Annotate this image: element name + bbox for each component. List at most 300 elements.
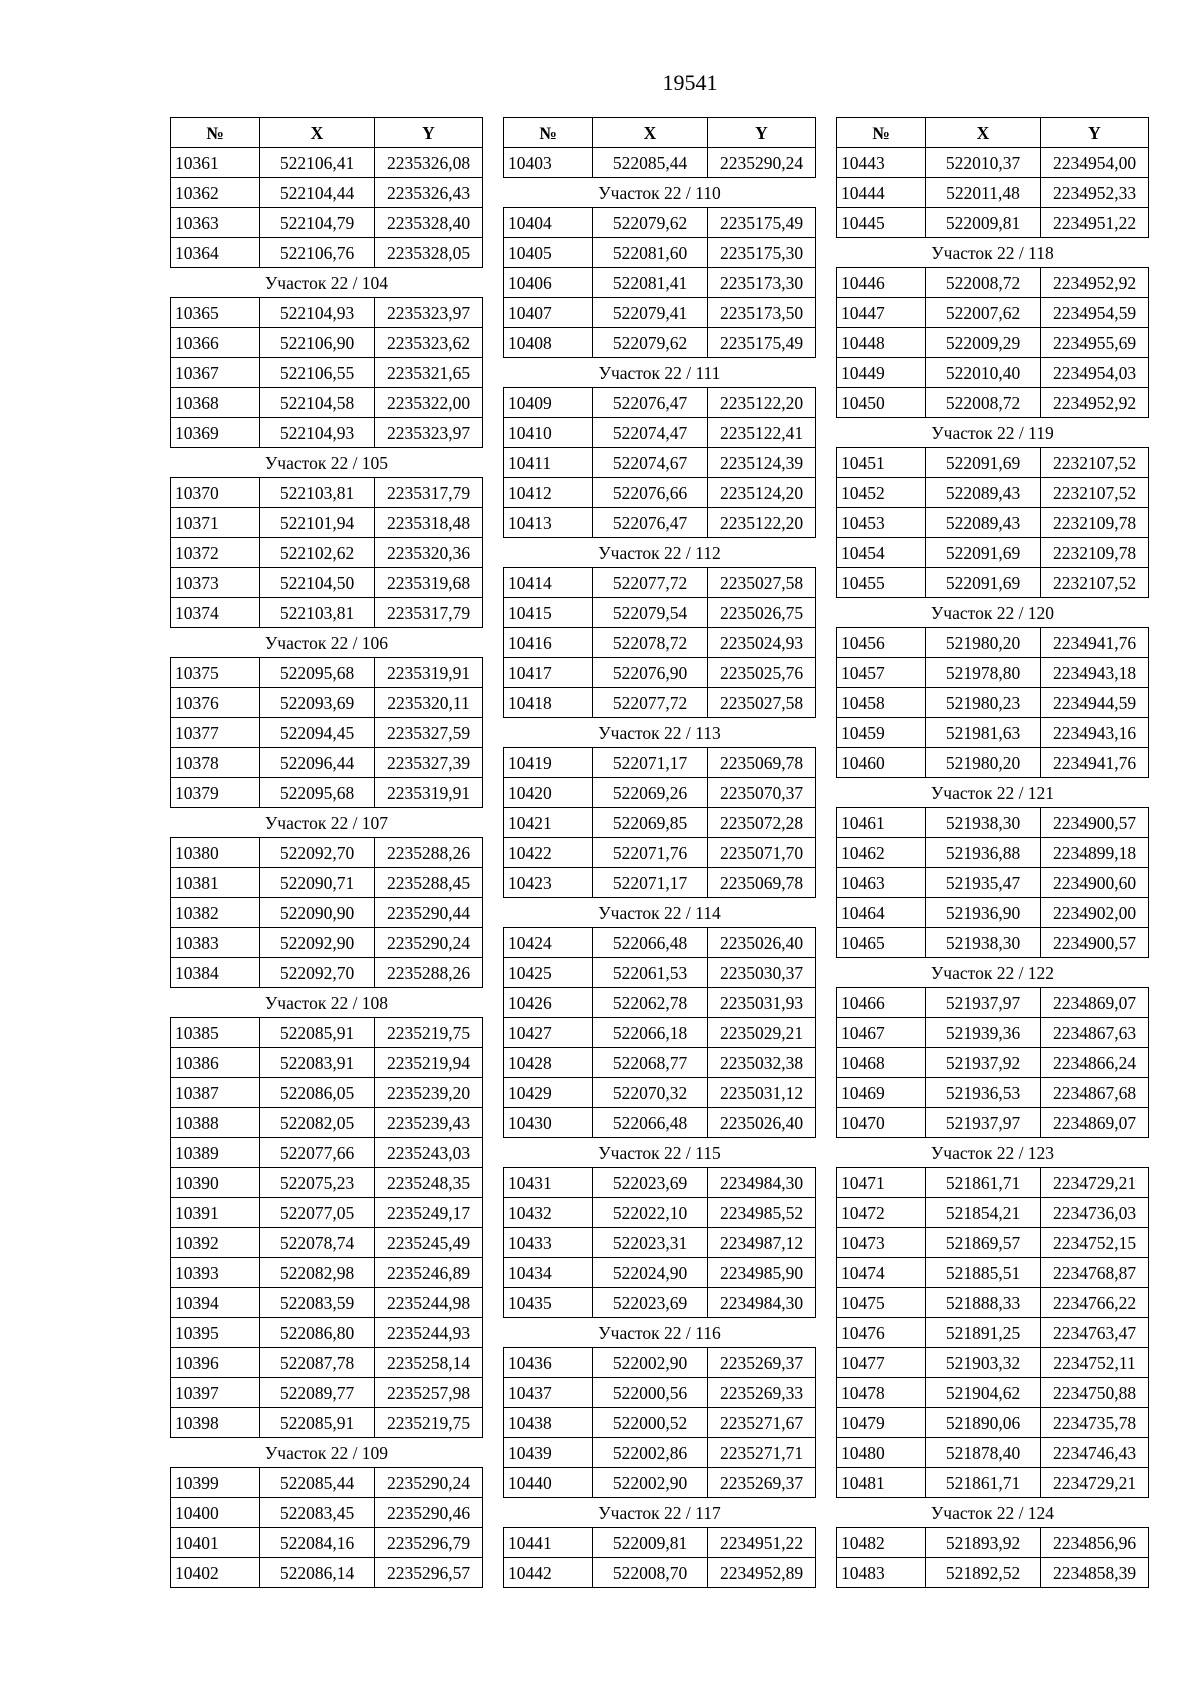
point-number-cell: 10362 bbox=[171, 178, 260, 208]
column-header-y: Y bbox=[375, 118, 483, 148]
point-number-cell: 10390 bbox=[171, 1168, 260, 1198]
point-number-cell: 10437 bbox=[504, 1378, 593, 1408]
x-coordinate-cell: 521885,51 bbox=[926, 1258, 1041, 1288]
section-row bbox=[504, 178, 816, 208]
point-number-cell: 10406 bbox=[504, 268, 593, 298]
point-number-cell: 10464 bbox=[837, 898, 926, 928]
column-header-x: X bbox=[926, 118, 1041, 148]
table-row bbox=[504, 268, 816, 298]
table-row bbox=[171, 658, 483, 688]
x-coordinate-cell: 522077,66 bbox=[260, 1138, 375, 1168]
section-heading: Участок 22 / 106 bbox=[264, 632, 389, 653]
y-coordinate-cell: 2235290,24 bbox=[708, 148, 816, 178]
table-row bbox=[504, 148, 816, 178]
section-heading: Участок 22 / 113 bbox=[598, 722, 721, 743]
point-number-cell: 10374 bbox=[171, 598, 260, 628]
y-coordinate-cell: 2235290,24 bbox=[375, 928, 483, 958]
table-row bbox=[504, 238, 816, 268]
x-coordinate-cell: 522082,98 bbox=[260, 1258, 375, 1288]
y-coordinate-cell: 2235175,49 bbox=[708, 328, 816, 358]
table-row bbox=[837, 838, 1149, 868]
point-number-cell: 10454 bbox=[837, 538, 926, 568]
x-coordinate-cell: 522078,72 bbox=[593, 628, 708, 658]
point-number-cell: 10384 bbox=[171, 958, 260, 988]
y-coordinate-cell: 2234858,39 bbox=[1041, 1558, 1149, 1588]
y-coordinate-cell: 2235257,98 bbox=[375, 1378, 483, 1408]
x-coordinate-cell: 522081,60 bbox=[593, 238, 708, 268]
x-coordinate-cell: 522023,69 bbox=[593, 1168, 708, 1198]
y-coordinate-cell: 2235271,67 bbox=[708, 1408, 816, 1438]
point-number-cell: 10369 bbox=[171, 418, 260, 448]
section-heading: Участок 22 / 109 bbox=[264, 1442, 389, 1463]
table-row bbox=[171, 508, 483, 538]
table-row bbox=[504, 1108, 816, 1138]
x-coordinate-cell: 521861,71 bbox=[926, 1468, 1041, 1498]
point-number-cell: 10373 bbox=[171, 568, 260, 598]
point-number-cell: 10428 bbox=[504, 1048, 593, 1078]
table-row bbox=[504, 748, 816, 778]
y-coordinate-cell: 2235246,89 bbox=[375, 1258, 483, 1288]
x-coordinate-cell: 522074,47 bbox=[593, 418, 708, 448]
table-row bbox=[171, 718, 483, 748]
table-row bbox=[504, 778, 816, 808]
point-number-cell: 10478 bbox=[837, 1378, 926, 1408]
y-coordinate-cell: 2232107,52 bbox=[1041, 568, 1149, 598]
column-header-x: X bbox=[593, 118, 708, 148]
x-coordinate-cell: 522079,62 bbox=[593, 208, 708, 238]
y-coordinate-cell: 2235327,59 bbox=[375, 718, 483, 748]
table-row bbox=[837, 1018, 1149, 1048]
y-coordinate-cell: 2235243,03 bbox=[375, 1138, 483, 1168]
x-coordinate-cell: 522102,62 bbox=[260, 538, 375, 568]
y-coordinate-cell: 2234752,15 bbox=[1041, 1228, 1149, 1258]
point-number-cell: 10463 bbox=[837, 868, 926, 898]
x-coordinate-cell: 522095,68 bbox=[260, 778, 375, 808]
table-row bbox=[171, 1288, 483, 1318]
point-number-cell: 10380 bbox=[171, 838, 260, 868]
x-coordinate-cell: 522023,31 bbox=[593, 1228, 708, 1258]
point-number-cell: 10378 bbox=[171, 748, 260, 778]
y-coordinate-cell: 2234941,76 bbox=[1041, 628, 1149, 658]
table-row bbox=[837, 1468, 1149, 1498]
y-coordinate-cell: 2235027,58 bbox=[708, 688, 816, 718]
y-coordinate-cell: 2235244,93 bbox=[375, 1318, 483, 1348]
point-number-cell: 10412 bbox=[504, 478, 593, 508]
point-number-cell: 10445 bbox=[837, 208, 926, 238]
section-heading: Участок 22 / 108 bbox=[264, 992, 389, 1013]
table-row bbox=[837, 688, 1149, 718]
x-coordinate-cell: 522071,76 bbox=[593, 838, 708, 868]
y-coordinate-cell: 2234900,57 bbox=[1041, 928, 1149, 958]
y-coordinate-cell: 2234943,16 bbox=[1041, 718, 1149, 748]
section-heading: Участок 22 / 116 bbox=[598, 1322, 721, 1343]
y-coordinate-cell: 2235122,20 bbox=[708, 388, 816, 418]
point-number-cell: 10465 bbox=[837, 928, 926, 958]
y-coordinate-cell: 2234951,22 bbox=[1041, 208, 1149, 238]
table-row bbox=[171, 148, 483, 178]
point-number-cell: 10392 bbox=[171, 1228, 260, 1258]
x-coordinate-cell: 521937,97 bbox=[926, 988, 1041, 1018]
point-number-cell: 10377 bbox=[171, 718, 260, 748]
section-heading: Участок 22 / 123 bbox=[930, 1142, 1055, 1163]
y-coordinate-cell: 2235269,37 bbox=[708, 1468, 816, 1498]
x-coordinate-cell: 522002,86 bbox=[593, 1438, 708, 1468]
table-row bbox=[837, 718, 1149, 748]
y-coordinate-cell: 2235219,94 bbox=[375, 1048, 483, 1078]
table-row bbox=[504, 1168, 816, 1198]
table-row bbox=[504, 838, 816, 868]
table-row bbox=[171, 778, 483, 808]
x-coordinate-cell: 522092,70 bbox=[260, 958, 375, 988]
section-row bbox=[171, 448, 483, 478]
table-row bbox=[504, 958, 816, 988]
table-row bbox=[837, 448, 1149, 478]
x-coordinate-cell: 522023,69 bbox=[593, 1288, 708, 1318]
y-coordinate-cell: 2235317,79 bbox=[375, 478, 483, 508]
table-row bbox=[504, 868, 816, 898]
section-heading: Участок 22 / 124 bbox=[930, 1502, 1055, 1523]
section-row bbox=[171, 628, 483, 658]
y-coordinate-cell: 2235124,39 bbox=[708, 448, 816, 478]
point-number-cell: 10441 bbox=[504, 1528, 593, 1558]
table-row bbox=[171, 418, 483, 448]
point-number-cell: 10402 bbox=[171, 1558, 260, 1588]
point-number-cell: 10452 bbox=[837, 478, 926, 508]
point-number-cell: 10418 bbox=[504, 688, 593, 718]
table-row bbox=[171, 538, 483, 568]
y-coordinate-cell: 2235290,24 bbox=[375, 1468, 483, 1498]
point-number-cell: 10409 bbox=[504, 388, 593, 418]
y-coordinate-cell: 2234867,63 bbox=[1041, 1018, 1149, 1048]
table-row bbox=[171, 1528, 483, 1558]
x-coordinate-cell: 522104,93 bbox=[260, 298, 375, 328]
y-coordinate-cell: 2234899,18 bbox=[1041, 838, 1149, 868]
point-number-cell: 10391 bbox=[171, 1198, 260, 1228]
table-row bbox=[171, 208, 483, 238]
x-coordinate-cell: 522101,94 bbox=[260, 508, 375, 538]
y-coordinate-cell: 2234952,92 bbox=[1041, 268, 1149, 298]
point-number-cell: 10433 bbox=[504, 1228, 593, 1258]
x-coordinate-cell: 521869,57 bbox=[926, 1228, 1041, 1258]
x-coordinate-cell: 522104,93 bbox=[260, 418, 375, 448]
y-coordinate-cell: 2235269,37 bbox=[708, 1348, 816, 1378]
y-coordinate-cell: 2234984,30 bbox=[708, 1168, 816, 1198]
table-row bbox=[504, 1408, 816, 1438]
column-header-x: X bbox=[260, 118, 375, 148]
table-row bbox=[504, 1228, 816, 1258]
point-number-cell: 10401 bbox=[171, 1528, 260, 1558]
point-number-cell: 10388 bbox=[171, 1108, 260, 1138]
page-number: 19541 bbox=[662, 70, 718, 95]
table-row bbox=[504, 688, 816, 718]
table-header-row bbox=[504, 118, 816, 148]
point-number-cell: 10404 bbox=[504, 208, 593, 238]
y-coordinate-cell: 2235031,93 bbox=[708, 988, 816, 1018]
table-row bbox=[171, 178, 483, 208]
y-coordinate-cell: 2234941,76 bbox=[1041, 748, 1149, 778]
table-row bbox=[837, 1048, 1149, 1078]
y-coordinate-cell: 2234951,22 bbox=[708, 1528, 816, 1558]
point-number-cell: 10394 bbox=[171, 1288, 260, 1318]
section-row bbox=[504, 1498, 816, 1528]
point-number-cell: 10379 bbox=[171, 778, 260, 808]
table-row bbox=[171, 1228, 483, 1258]
y-coordinate-cell: 2235122,41 bbox=[708, 418, 816, 448]
x-coordinate-cell: 521938,30 bbox=[926, 808, 1041, 838]
x-coordinate-cell: 522009,81 bbox=[926, 208, 1041, 238]
x-coordinate-cell: 522061,53 bbox=[593, 958, 708, 988]
x-coordinate-cell: 521936,88 bbox=[926, 838, 1041, 868]
table-row bbox=[837, 1078, 1149, 1108]
y-coordinate-cell: 2234750,88 bbox=[1041, 1378, 1149, 1408]
table-row bbox=[171, 568, 483, 598]
x-coordinate-cell: 522066,48 bbox=[593, 928, 708, 958]
x-coordinate-cell: 521904,62 bbox=[926, 1378, 1041, 1408]
x-coordinate-cell: 521937,92 bbox=[926, 1048, 1041, 1078]
section-heading: Участок 22 / 117 bbox=[598, 1502, 721, 1523]
x-coordinate-cell: 522089,43 bbox=[926, 478, 1041, 508]
y-coordinate-cell: 2235328,40 bbox=[375, 208, 483, 238]
y-coordinate-cell: 2234955,69 bbox=[1041, 328, 1149, 358]
table-row bbox=[171, 238, 483, 268]
y-coordinate-cell: 2235288,26 bbox=[375, 838, 483, 868]
x-coordinate-cell: 522074,67 bbox=[593, 448, 708, 478]
y-coordinate-cell: 2235239,20 bbox=[375, 1078, 483, 1108]
y-coordinate-cell: 2235318,48 bbox=[375, 508, 483, 538]
column-header-number: № bbox=[171, 118, 260, 148]
point-number-cell: 10426 bbox=[504, 988, 593, 1018]
x-coordinate-cell: 522077,72 bbox=[593, 568, 708, 598]
point-number-cell: 10411 bbox=[504, 448, 593, 478]
y-coordinate-cell: 2234954,59 bbox=[1041, 298, 1149, 328]
x-coordinate-cell: 521861,71 bbox=[926, 1168, 1041, 1198]
section-heading: Участок 22 / 107 bbox=[264, 812, 389, 833]
table-header-row bbox=[837, 118, 1149, 148]
y-coordinate-cell: 2234729,21 bbox=[1041, 1168, 1149, 1198]
y-coordinate-cell: 2235319,91 bbox=[375, 778, 483, 808]
y-coordinate-cell: 2235317,79 bbox=[375, 598, 483, 628]
x-coordinate-cell: 522077,72 bbox=[593, 688, 708, 718]
x-coordinate-cell: 522010,37 bbox=[926, 148, 1041, 178]
point-number-cell: 10430 bbox=[504, 1108, 593, 1138]
point-number-cell: 10470 bbox=[837, 1108, 926, 1138]
table-row bbox=[171, 1048, 483, 1078]
table-row bbox=[837, 628, 1149, 658]
point-number-cell: 10400 bbox=[171, 1498, 260, 1528]
point-number-cell: 10415 bbox=[504, 598, 593, 628]
table-row bbox=[504, 1348, 816, 1378]
y-coordinate-cell: 2235258,14 bbox=[375, 1348, 483, 1378]
y-coordinate-cell: 2235070,37 bbox=[708, 778, 816, 808]
y-coordinate-cell: 2235071,70 bbox=[708, 838, 816, 868]
point-number-cell: 10427 bbox=[504, 1018, 593, 1048]
y-coordinate-cell: 2235321,65 bbox=[375, 358, 483, 388]
y-coordinate-cell: 2235269,33 bbox=[708, 1378, 816, 1408]
section-row bbox=[504, 718, 816, 748]
section-row bbox=[504, 1318, 816, 1348]
point-number-cell: 10363 bbox=[171, 208, 260, 238]
table-row bbox=[837, 1528, 1149, 1558]
coordinate-tables bbox=[170, 117, 1150, 1637]
section-row bbox=[837, 958, 1149, 988]
x-coordinate-cell: 522022,10 bbox=[593, 1198, 708, 1228]
y-coordinate-cell: 2235288,26 bbox=[375, 958, 483, 988]
section-heading: Участок 22 / 120 bbox=[930, 602, 1055, 623]
point-number-cell: 10436 bbox=[504, 1348, 593, 1378]
table-row bbox=[171, 868, 483, 898]
x-coordinate-cell: 522090,71 bbox=[260, 868, 375, 898]
point-number-cell: 10446 bbox=[837, 268, 926, 298]
y-coordinate-cell: 2235323,97 bbox=[375, 418, 483, 448]
section-heading: Участок 22 / 119 bbox=[931, 422, 1054, 443]
y-coordinate-cell: 2235026,40 bbox=[708, 928, 816, 958]
x-coordinate-cell: 522094,45 bbox=[260, 718, 375, 748]
point-number-cell: 10469 bbox=[837, 1078, 926, 1108]
table-row bbox=[837, 1258, 1149, 1288]
table-row bbox=[837, 808, 1149, 838]
table-row bbox=[837, 1168, 1149, 1198]
table-row bbox=[504, 388, 816, 418]
x-coordinate-cell: 522093,69 bbox=[260, 688, 375, 718]
table-row bbox=[837, 538, 1149, 568]
section-row bbox=[837, 238, 1149, 268]
point-number-cell: 10435 bbox=[504, 1288, 593, 1318]
table-row bbox=[837, 988, 1149, 1018]
x-coordinate-cell: 522090,90 bbox=[260, 898, 375, 928]
point-number-cell: 10367 bbox=[171, 358, 260, 388]
section-row bbox=[504, 538, 816, 568]
point-number-cell: 10459 bbox=[837, 718, 926, 748]
y-coordinate-cell: 2235288,45 bbox=[375, 868, 483, 898]
y-coordinate-cell: 2232109,78 bbox=[1041, 508, 1149, 538]
point-number-cell: 10461 bbox=[837, 808, 926, 838]
y-coordinate-cell: 2234866,24 bbox=[1041, 1048, 1149, 1078]
table-row bbox=[504, 1438, 816, 1468]
y-coordinate-cell: 2235327,39 bbox=[375, 748, 483, 778]
table-row bbox=[504, 208, 816, 238]
table-row bbox=[504, 1288, 816, 1318]
x-coordinate-cell: 522103,81 bbox=[260, 478, 375, 508]
point-number-cell: 10420 bbox=[504, 778, 593, 808]
x-coordinate-cell: 522083,91 bbox=[260, 1048, 375, 1078]
table-row bbox=[504, 568, 816, 598]
x-coordinate-cell: 522076,66 bbox=[593, 478, 708, 508]
x-coordinate-cell: 522078,74 bbox=[260, 1228, 375, 1258]
point-number-cell: 10368 bbox=[171, 388, 260, 418]
table-row bbox=[171, 1078, 483, 1108]
y-coordinate-cell: 2235323,62 bbox=[375, 328, 483, 358]
x-coordinate-cell: 522104,58 bbox=[260, 388, 375, 418]
x-coordinate-cell: 521936,53 bbox=[926, 1078, 1041, 1108]
point-number-cell: 10425 bbox=[504, 958, 593, 988]
table-row bbox=[504, 1528, 816, 1558]
point-number-cell: 10475 bbox=[837, 1288, 926, 1318]
x-coordinate-cell: 521878,40 bbox=[926, 1438, 1041, 1468]
y-coordinate-cell: 2234735,78 bbox=[1041, 1408, 1149, 1438]
point-number-cell: 10398 bbox=[171, 1408, 260, 1438]
y-coordinate-cell: 2234952,33 bbox=[1041, 178, 1149, 208]
x-coordinate-cell: 522085,91 bbox=[260, 1018, 375, 1048]
y-coordinate-cell: 2235296,57 bbox=[375, 1558, 483, 1588]
point-number-cell: 10371 bbox=[171, 508, 260, 538]
y-coordinate-cell: 2234954,03 bbox=[1041, 358, 1149, 388]
x-coordinate-cell: 521903,32 bbox=[926, 1348, 1041, 1378]
table-row bbox=[837, 328, 1149, 358]
y-coordinate-cell: 2235296,79 bbox=[375, 1528, 483, 1558]
table-row bbox=[504, 418, 816, 448]
x-coordinate-cell: 522008,70 bbox=[593, 1558, 708, 1588]
section-row bbox=[837, 1498, 1149, 1528]
x-coordinate-cell: 521937,97 bbox=[926, 1108, 1041, 1138]
x-coordinate-cell: 522082,05 bbox=[260, 1108, 375, 1138]
point-number-cell: 10381 bbox=[171, 868, 260, 898]
point-number-cell: 10482 bbox=[837, 1528, 926, 1558]
y-coordinate-cell: 2235326,43 bbox=[375, 178, 483, 208]
y-coordinate-cell: 2235122,20 bbox=[708, 508, 816, 538]
y-coordinate-cell: 2235322,00 bbox=[375, 388, 483, 418]
x-coordinate-cell: 522086,80 bbox=[260, 1318, 375, 1348]
table-row bbox=[171, 1408, 483, 1438]
x-coordinate-cell: 521980,20 bbox=[926, 748, 1041, 778]
x-coordinate-cell: 522089,77 bbox=[260, 1378, 375, 1408]
y-coordinate-cell: 2234856,96 bbox=[1041, 1528, 1149, 1558]
point-number-cell: 10455 bbox=[837, 568, 926, 598]
table-row bbox=[837, 1438, 1149, 1468]
table-row bbox=[837, 1348, 1149, 1378]
point-number-cell: 10376 bbox=[171, 688, 260, 718]
table-row bbox=[837, 208, 1149, 238]
section-heading: Участок 22 / 118 bbox=[931, 242, 1054, 263]
point-number-cell: 10385 bbox=[171, 1018, 260, 1048]
x-coordinate-cell: 522069,26 bbox=[593, 778, 708, 808]
y-coordinate-cell: 2235290,44 bbox=[375, 898, 483, 928]
y-coordinate-cell: 2234943,18 bbox=[1041, 658, 1149, 688]
coordinate-table-2 bbox=[503, 117, 816, 1588]
table-row bbox=[837, 1318, 1149, 1348]
x-coordinate-cell: 522009,81 bbox=[593, 1528, 708, 1558]
y-coordinate-cell: 2234900,57 bbox=[1041, 808, 1149, 838]
table-row bbox=[837, 928, 1149, 958]
x-coordinate-cell: 522106,41 bbox=[260, 148, 375, 178]
table-row bbox=[837, 658, 1149, 688]
y-coordinate-cell: 2234987,12 bbox=[708, 1228, 816, 1258]
table-row bbox=[171, 1498, 483, 1528]
y-coordinate-cell: 2234869,07 bbox=[1041, 988, 1149, 1018]
table-row bbox=[504, 1258, 816, 1288]
point-number-cell: 10414 bbox=[504, 568, 593, 598]
section-heading: Участок 22 / 111 bbox=[598, 362, 721, 383]
y-coordinate-cell: 2235319,68 bbox=[375, 568, 483, 598]
y-coordinate-cell: 2234867,68 bbox=[1041, 1078, 1149, 1108]
x-coordinate-cell: 522096,44 bbox=[260, 748, 375, 778]
y-coordinate-cell: 2235069,78 bbox=[708, 868, 816, 898]
point-number-cell: 10399 bbox=[171, 1468, 260, 1498]
y-coordinate-cell: 2235290,46 bbox=[375, 1498, 483, 1528]
x-coordinate-cell: 522092,90 bbox=[260, 928, 375, 958]
point-number-cell: 10395 bbox=[171, 1318, 260, 1348]
point-number-cell: 10365 bbox=[171, 298, 260, 328]
section-heading: Участок 22 / 104 bbox=[264, 272, 389, 293]
point-number-cell: 10364 bbox=[171, 238, 260, 268]
section-row bbox=[837, 778, 1149, 808]
point-number-cell: 10387 bbox=[171, 1078, 260, 1108]
point-number-cell: 10416 bbox=[504, 628, 593, 658]
x-coordinate-cell: 521893,92 bbox=[926, 1528, 1041, 1558]
y-coordinate-cell: 2235026,75 bbox=[708, 598, 816, 628]
point-number-cell: 10450 bbox=[837, 388, 926, 418]
x-coordinate-cell: 522079,62 bbox=[593, 328, 708, 358]
table-row bbox=[171, 958, 483, 988]
